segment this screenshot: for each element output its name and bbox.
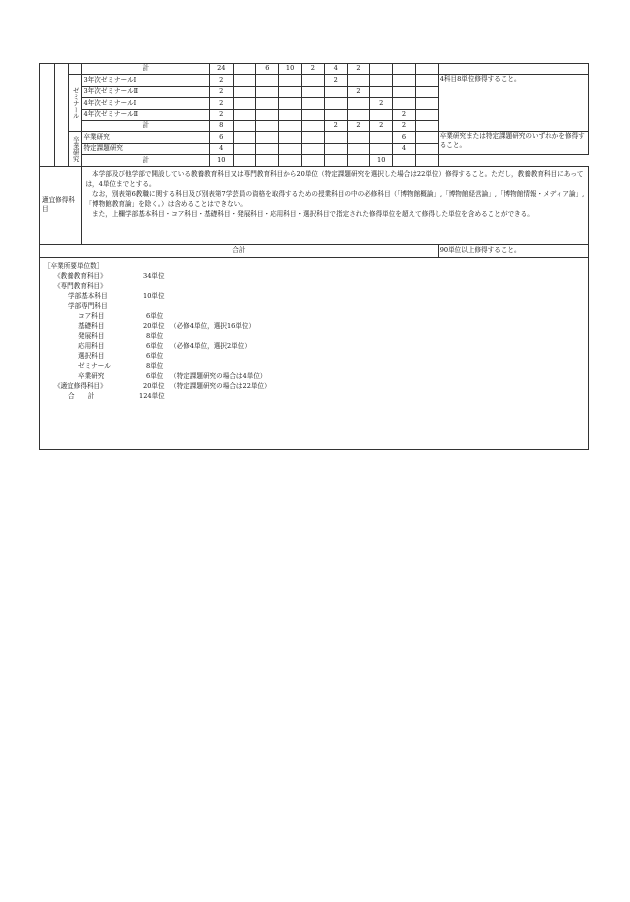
seminar-total-label: 計 — [82, 120, 209, 131]
requirement-label: 応用科目 — [78, 341, 105, 350]
course-credits: 2 — [209, 86, 233, 97]
requirement-value: 20単位 — [143, 381, 165, 390]
grid-cell — [279, 98, 302, 109]
requirement-value: 6単位 — [146, 371, 164, 380]
course-name: 3年次ゼミナールⅠ — [82, 75, 209, 86]
requirement-label: 基礎科目 — [78, 321, 105, 330]
grid-cell: 2 — [347, 86, 370, 97]
total-value: 2 — [324, 120, 347, 131]
grid-cell — [233, 98, 256, 109]
requirement-label: 学部専門科目 — [68, 301, 108, 310]
graduation-requirements — [39, 258, 589, 450]
total-value — [415, 120, 438, 131]
subtotal-credits: 24 — [209, 64, 233, 75]
requirement-row — [44, 381, 584, 391]
grid-cell — [233, 143, 256, 154]
grid-cell — [233, 109, 256, 120]
grid-cell — [370, 143, 393, 154]
grand-total-label: 合計 — [40, 244, 439, 257]
total-value — [233, 120, 256, 131]
grid-cell — [279, 132, 302, 143]
curriculum-table — [39, 63, 589, 258]
course-credits: 4 — [209, 143, 233, 154]
seminar-note: 4科目8単位修得すること。 — [438, 75, 588, 132]
course-name: 3年次ゼミナールⅡ — [82, 86, 209, 97]
grid-cell — [347, 132, 370, 143]
subtotal-value — [370, 64, 393, 75]
grid-cell — [347, 143, 370, 154]
total-value — [393, 155, 416, 166]
total-value — [302, 120, 325, 131]
grid-cell — [279, 86, 302, 97]
grid-cell — [233, 132, 256, 143]
grid-cell — [302, 75, 325, 86]
elective-paragraph: また，上欄学部基本科目・コア科目・基礎科目・発展科目・応用科目・選択科目で指定された修得単位を超えて修得した単位を含めることができる。 — [85, 210, 534, 219]
requirement-row — [44, 341, 584, 351]
total-value — [324, 155, 347, 166]
grid-cell — [370, 86, 393, 97]
grid-cell — [347, 109, 370, 120]
requirement-value: 124単位 — [139, 391, 165, 400]
requirement-value: 20単位 — [143, 321, 165, 330]
requirement-label: 《専門教育科目》 — [54, 281, 107, 290]
total-value: 10 — [370, 155, 393, 166]
total-credits: 10 — [209, 155, 233, 166]
grid-cell — [370, 132, 393, 143]
requirement-label: 学部基本科目 — [68, 291, 108, 300]
requirement-row — [44, 311, 584, 321]
grid-cell — [256, 98, 279, 109]
requirement-label: 《適宜修得科目》 — [54, 381, 107, 390]
elective-text — [82, 166, 589, 244]
grid-cell — [302, 86, 325, 97]
grid-cell — [279, 143, 302, 154]
total-value — [256, 155, 279, 166]
requirement-value: 8単位 — [146, 331, 164, 340]
requirement-value: 6単位 — [146, 311, 164, 320]
course-credits: 6 — [209, 132, 233, 143]
requirement-row — [44, 361, 584, 371]
grid-cell — [302, 143, 325, 154]
requirement-note: （必修4単位，選択16単位） — [170, 321, 256, 330]
curriculum-sheet — [39, 63, 589, 450]
requirement-row — [44, 321, 584, 331]
requirements-heading-text: ［卒業所要単位数］ — [44, 261, 104, 270]
requirement-note: （特定課題研究の場合は22単位） — [170, 381, 271, 390]
requirement-value: 8単位 — [146, 361, 164, 370]
grid-cell — [324, 98, 347, 109]
grid-cell — [393, 75, 416, 86]
total-value — [233, 155, 256, 166]
grid-cell — [324, 109, 347, 120]
grid-cell — [256, 86, 279, 97]
grid-cell — [347, 75, 370, 86]
elective-paragraph: なお，別表第6教職に関する科目及び別表第7学芸員の資格を取得するための授業科目の中の必修科目（「博物館概論」,「博物館経営論」,「博物館情報・メディア論」,「博物館教育論」を除く。）は含めることはできない。 — [85, 189, 585, 209]
grid-cell — [233, 75, 256, 86]
requirement-row — [44, 371, 584, 381]
grid-cell — [370, 109, 393, 120]
blank-cell — [415, 155, 438, 166]
grid-cell — [324, 132, 347, 143]
elective-row — [40, 166, 589, 244]
grid-cell: 2 — [370, 98, 393, 109]
subtotal-value: 10 — [279, 64, 302, 75]
requirement-label: 選択科目 — [78, 351, 105, 360]
grid-cell — [347, 98, 370, 109]
outer-left-cell — [40, 64, 55, 167]
grid-cell — [324, 143, 347, 154]
total-value — [279, 120, 302, 131]
total-value — [347, 155, 370, 166]
grand-total-row — [40, 244, 589, 257]
grid-cell — [324, 86, 347, 97]
grid-cell: 2 — [324, 75, 347, 86]
requirement-row — [44, 291, 584, 301]
subtotal-value: 6 — [256, 64, 279, 75]
subtotal-value — [233, 64, 256, 75]
requirement-label: 《教養教育科目》 — [54, 271, 107, 280]
course-credits: 2 — [209, 109, 233, 120]
grid-cell — [415, 86, 438, 97]
grid-cell — [415, 98, 438, 109]
grid-cell — [415, 109, 438, 120]
outer-left-cell-2 — [54, 64, 69, 167]
grid-cell — [256, 109, 279, 120]
requirement-label: ゼミナール — [78, 361, 111, 370]
grid-cell — [279, 75, 302, 86]
total-credits: 8 — [209, 120, 233, 131]
blank-cell — [438, 64, 588, 75]
course-name: 4年次ゼミナールⅡ — [82, 109, 209, 120]
grid-cell — [233, 86, 256, 97]
course-name: 4年次ゼミナールⅠ — [82, 98, 209, 109]
requirement-row — [44, 351, 584, 361]
total-value: 2 — [393, 120, 416, 131]
subtotal-value — [415, 64, 438, 75]
requirement-label: 合 計 — [68, 391, 95, 400]
requirements-heading — [44, 261, 584, 271]
subtotal-label: 計 — [82, 64, 209, 75]
requirement-note: （特定課題研究の場合は4単位） — [170, 371, 267, 380]
requirement-row — [44, 271, 584, 281]
grid-cell — [256, 132, 279, 143]
thesis-total-label: 計 — [82, 155, 209, 166]
subtotal-value: 2 — [302, 64, 325, 75]
requirement-label: 卒業研究 — [78, 371, 105, 380]
grid-cell — [256, 75, 279, 86]
requirement-value: 6単位 — [146, 351, 164, 360]
requirement-row — [44, 281, 584, 291]
thesis-category: 卒業研究 — [69, 132, 82, 166]
subtotal-row-top — [40, 64, 589, 75]
grid-cell — [415, 75, 438, 86]
elective-paragraph: 本学部及び他学部で開設している教養教育科目又は専門教育科目から20単位（特定課題研究を選択した場合は22単位）修得すること。ただし，教養教育科目にあっては，4単位までとする。 — [85, 169, 584, 188]
course-name: 卒業研究 — [82, 132, 209, 143]
grid-cell — [370, 75, 393, 86]
blank-cell — [69, 64, 82, 75]
course-credits: 2 — [209, 98, 233, 109]
grid-cell — [302, 132, 325, 143]
total-value — [302, 155, 325, 166]
total-value: 2 — [347, 120, 370, 131]
total-value — [256, 120, 279, 131]
grid-cell — [279, 109, 302, 120]
requirement-row — [44, 331, 584, 341]
elective-label: 適宜修得科目 — [40, 166, 82, 244]
grid-cell: 2 — [393, 109, 416, 120]
requirement-value: 6単位 — [146, 341, 164, 350]
requirement-value: 34単位 — [143, 271, 165, 280]
seminar-row — [40, 75, 589, 86]
requirement-row — [44, 391, 584, 401]
subtotal-value: 2 — [347, 64, 370, 75]
subtotal-value: 4 — [324, 64, 347, 75]
thesis-row — [40, 132, 589, 143]
grid-cell: 6 — [393, 132, 416, 143]
total-value: 2 — [370, 120, 393, 131]
grid-cell — [256, 143, 279, 154]
course-credits: 2 — [209, 75, 233, 86]
grand-total-note: 90単位以上修得すること。 — [438, 244, 588, 257]
grid-cell — [302, 109, 325, 120]
grid-cell: 4 — [393, 143, 416, 154]
requirement-label: 発展科目 — [78, 331, 105, 340]
subtotal-value — [393, 64, 416, 75]
thesis-note: 卒業研究または特定課題研究のいずれかを修得すること。 — [438, 132, 588, 155]
requirement-label: コア科目 — [78, 311, 105, 320]
grid-cell — [415, 143, 438, 154]
total-value — [279, 155, 302, 166]
grid-cell — [302, 98, 325, 109]
requirement-note: （必修4単位，選択2単位） — [170, 341, 251, 350]
thesis-total-row — [40, 155, 589, 166]
seminar-category: ゼミナール — [69, 75, 82, 132]
requirement-row — [44, 301, 584, 311]
course-name: 特定課題研究 — [82, 143, 209, 154]
grid-cell — [415, 132, 438, 143]
grid-cell — [393, 98, 416, 109]
requirement-value: 10単位 — [143, 291, 165, 300]
grid-cell — [393, 86, 416, 97]
